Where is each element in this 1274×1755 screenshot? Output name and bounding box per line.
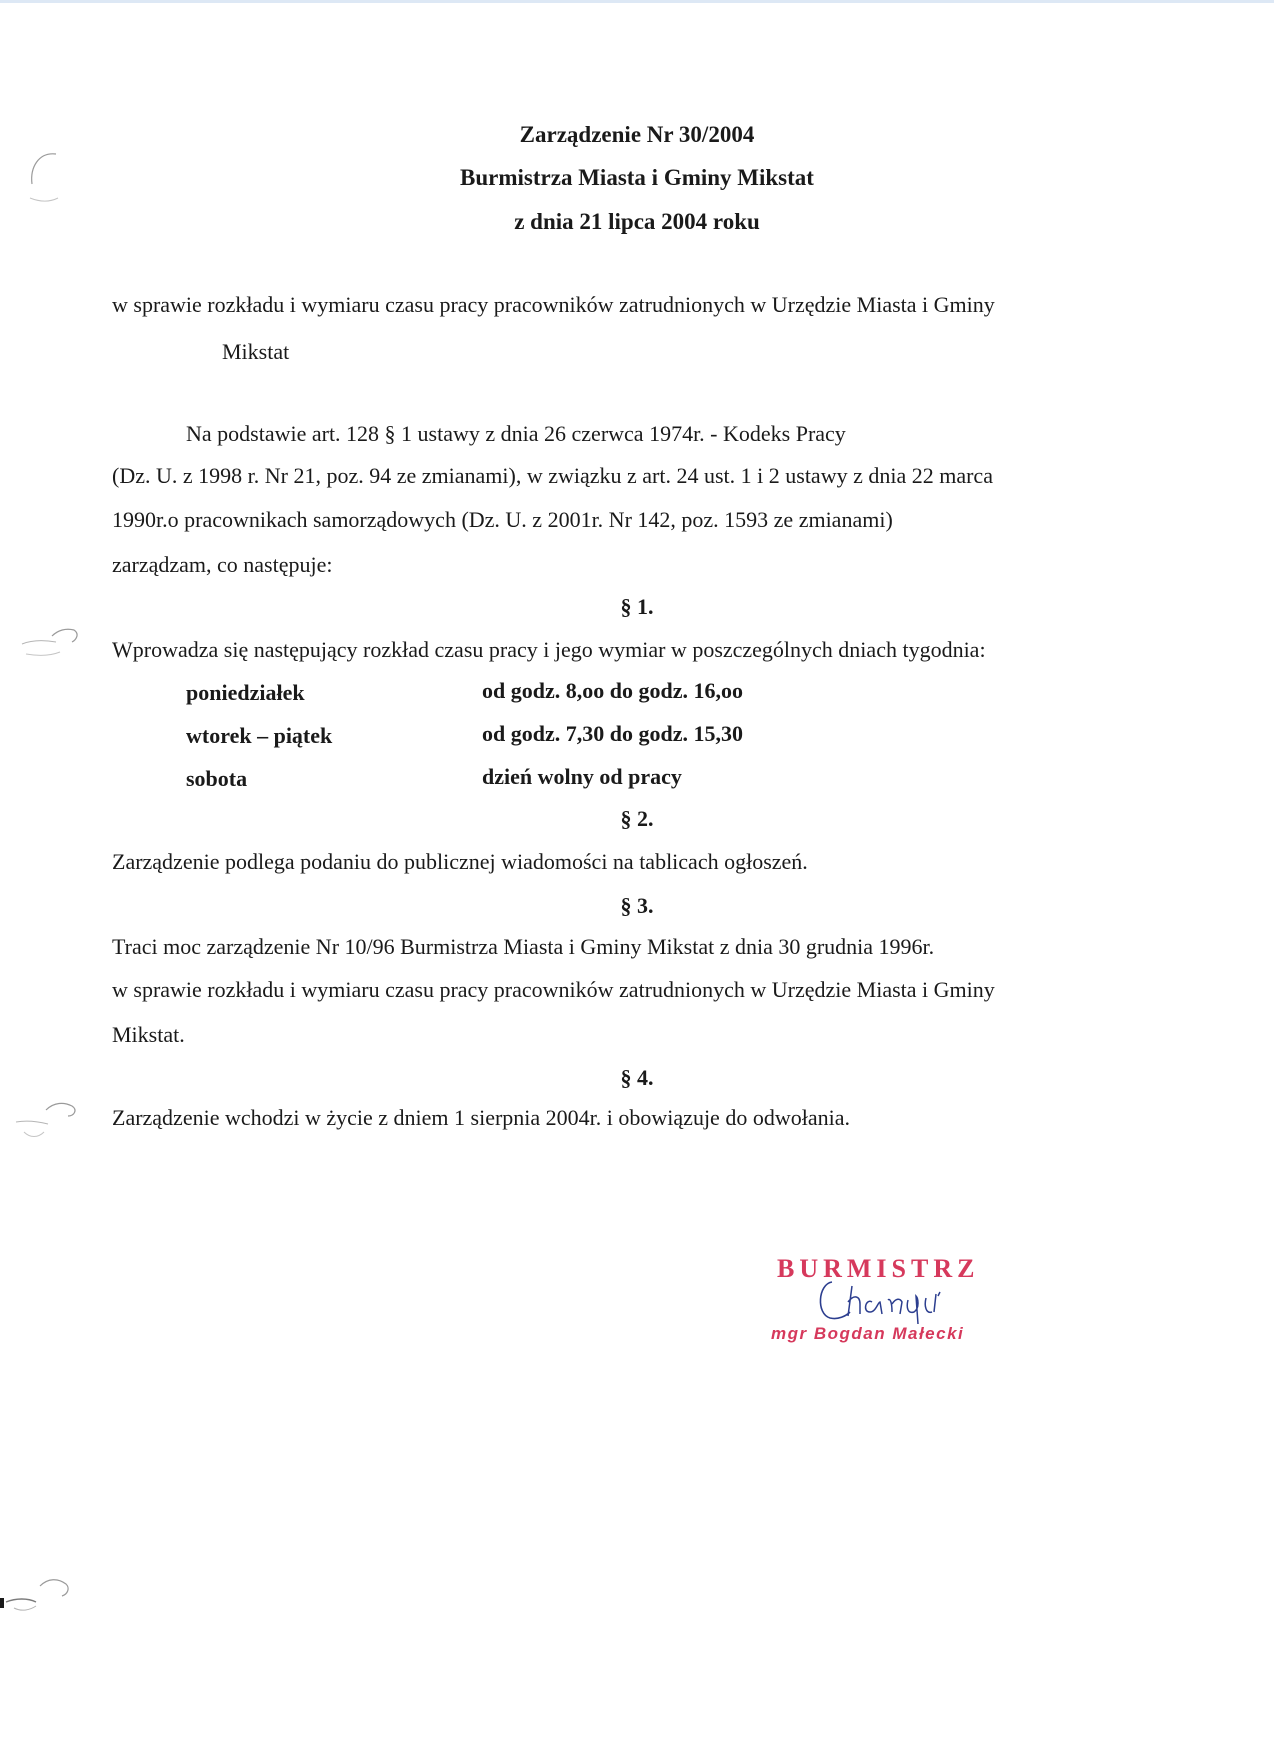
preamble-line-4: zarządzam, co następuje: xyxy=(112,552,333,577)
document-date: z dnia 21 lipca 2004 roku xyxy=(514,209,760,234)
section-4-heading: § 4. xyxy=(620,1065,654,1090)
schedule-day-monday: poniedziałek xyxy=(186,680,305,705)
schedule-hours-saturday: dzień wolny od pracy xyxy=(482,764,682,789)
schedule-day-saturday: sobota xyxy=(186,766,248,791)
binder-hole-mark-4 xyxy=(0,1562,76,1622)
section-3-line-1: Traci moc zarządzenie Nr 10/96 Burmistrza Miasta i Gminy Mikstat z dnia 30 grudnia 1996r. xyxy=(112,934,935,959)
section-1-heading: § 1. xyxy=(620,594,654,619)
document-issuer: Burmistrza Miasta i Gminy Mikstat xyxy=(460,165,814,190)
section-3-heading: § 3. xyxy=(620,893,654,918)
section-3-line-3: Mikstat. xyxy=(112,1022,185,1047)
preamble-line-2: (Dz. U. z 1998 r. Nr 21, poz. 94 ze zmianami), w związku z art. 24 ust. 1 i 2 ustawy z dnia 22 marca xyxy=(112,463,993,488)
document-title: Zarządzenie Nr 30/2004 xyxy=(519,122,755,147)
section-1-text: Wprowadza się następujący rozkład czasu pracy i jego wymiar w poszczególnych dniach tygodnia: xyxy=(112,637,986,662)
section-4-text: Zarządzenie wchodzi w życie z dniem 1 sierpnia 2004r. i obowiązuje do odwołania. xyxy=(112,1105,850,1130)
section-2-heading: § 2. xyxy=(620,806,654,831)
binder-hole-mark-3 xyxy=(10,1094,80,1150)
stamp-name: mgr Bogdan Małecki xyxy=(771,1324,965,1343)
subject-line-2: Mikstat xyxy=(222,339,290,364)
binder-hole-mark-2 xyxy=(14,620,80,670)
stamp-title: BURMISTRZ xyxy=(777,1254,980,1283)
section-2-text: Zarządzenie podlega podaniu do publicznej wiadomości na tablicach ogłoszeń. xyxy=(112,849,808,874)
binder-hole-mark-1 xyxy=(26,150,66,206)
section-3-line-2: w sprawie rozkładu i wymiaru czasu pracy pracowników zatrudnionych w Urzędzie Miasta i Gminy xyxy=(112,977,995,1002)
handwritten-signature xyxy=(810,1272,960,1332)
preamble-line-3: 1990r.o pracownikach samorządowych (Dz. U. z 2001r. Nr 142, poz. 1593 ze zmianami) xyxy=(112,507,893,532)
schedule-hours-tue-fri: od godz. 7,30 do godz. 15,30 xyxy=(482,721,743,746)
preamble-line-1: Na podstawie art. 128 § 1 ustawy z dnia 26 czerwca 1974r. - Kodeks Pracy xyxy=(186,421,846,446)
schedule-day-tue-fri: wtorek – piątek xyxy=(186,723,333,748)
subject-line-1: w sprawie rozkładu i wymiaru czasu pracy pracowników zatrudnionych w Urzędzie Miasta i Gminy xyxy=(112,292,995,317)
schedule-hours-monday: od godz. 8,oo do godz. 16,oo xyxy=(482,678,743,703)
